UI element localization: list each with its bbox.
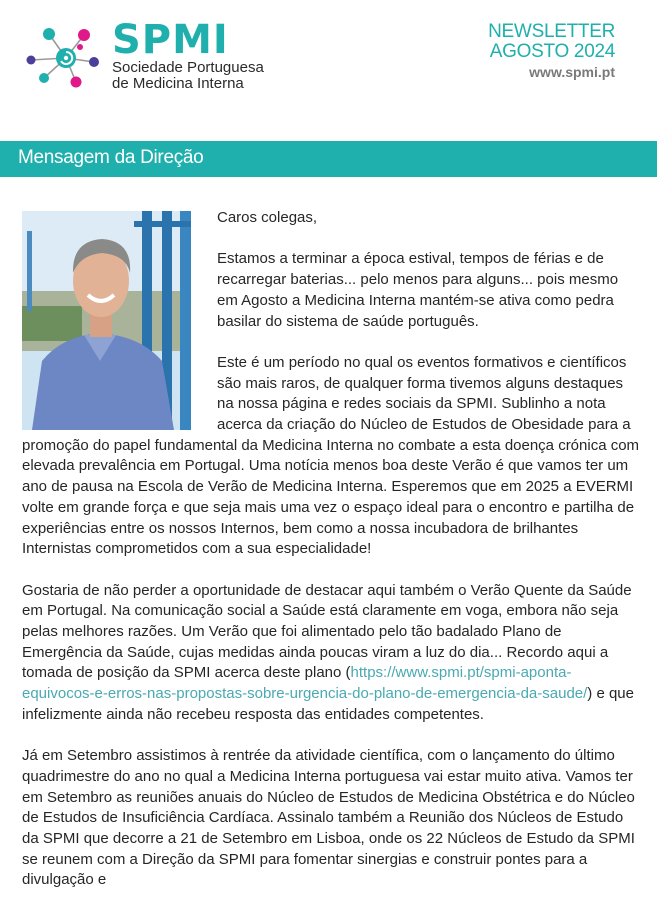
newsletter-header bbox=[0, 0, 657, 140]
website-link[interactable]: www.spmi.pt bbox=[529, 64, 615, 80]
paragraph-4: Já em Setembro assistimos à rentrée da atividade científica, com o lançamento do último quadrimestre do ano no qual a Medicina Interna portuguesa vai estar muito ativa. Vamos ter em Setembro as reuniões anuais do Núcleo de Estudos de Medicina Obstétrica e do Núcleo de Estudos de Insuficiência Cardíaca. Assinalo também a Reunião dos Núcleos de Estudo da SPMI que decorre a 21 de Setembro em Lisboa, onde os 22 Núcleos de Estudo da SPMI se reunem com a Direção da SPMI para fomentar sinergias e construir pontes para a divulgação e bbox=[22, 747, 635, 889]
paragraph-3-text-after: ) e que infelizmente ainda não recebeu resposta das entidades competentes. bbox=[22, 685, 634, 723]
spmi-logo-icon[interactable] bbox=[22, 22, 112, 94]
greeting: Caros colegas, bbox=[217, 209, 318, 226]
newsletter-date: AGOSTO 2024 bbox=[489, 41, 615, 62]
brand-block bbox=[112, 17, 264, 92]
section-title: Mensagem da Direção bbox=[18, 147, 204, 168]
paragraph-3-text-before: Gostaria de não perder a oportunidade de destacar aqui também o Verão Quente da Saúde em Portugal. Na comunicação social a Saúde está claramente em voga, embora não seja pelas melhores razões. Um Verão que foi alimentado pelo tão badalado Plano de Emergência da Saúde, cujas medidas ainda poucas viram a luz do dia... Recordo aqui a tomada de posição da SPMI acerca deste plano ( bbox=[22, 581, 632, 682]
article-body bbox=[22, 208, 642, 912]
section-header-bar bbox=[0, 141, 657, 177]
position-statement-link[interactable]: https://www.spmi.pt/spmi-aponta-equivocos-e-erros-nas-propostas-sobre-urgencia-do-plano-de-emergencia-da-saude/ bbox=[22, 664, 588, 703]
paragraph-3 bbox=[22, 581, 642, 726]
paragraph-2: Este é um período no qual os eventos formativos e científicos são mais raros, de qualquer forma tivemos alguns destaques na nossa página e redes sociais da SPMI. Sublinho a nota acerca da criação do Núcleo de Estudos de Obesidade para a promoção do papel fundamental da Medicina Interna no combate a esta doença crónica com elevada prevalência em Portugal. Uma notícia menos boa deste Verão é que vamos ter um ano de pausa na Escola de Verão de Medicina Interna. Esperemos que em 2025 a EVERMI volte em grande força e que seja mais uma vez o espaço ideal para o encontro e partilha de experiências entre os nossos Internos, bem como a nossa incubadora de brilhantes Internistas comprometidos com a sua especialidade! bbox=[22, 353, 640, 558]
brand-subtitle-line1: Sociedade Portuguesa bbox=[112, 59, 264, 76]
president-photo bbox=[22, 211, 191, 430]
paragraph-1: Estamos a terminar a época estival, tempos de férias e de recarregar baterias... pelo menos para alguns... pois mesmo em Agosto a Medicina Interna mantém-se ativa como pedra basilar do sistema de saúde português. bbox=[217, 250, 619, 330]
newsletter-label: NEWSLETTER bbox=[488, 21, 615, 42]
newsletter-info bbox=[488, 22, 615, 82]
brand-subtitle-line2: de Medicina Interna bbox=[112, 75, 244, 92]
brand-name: SPMI bbox=[112, 17, 229, 63]
